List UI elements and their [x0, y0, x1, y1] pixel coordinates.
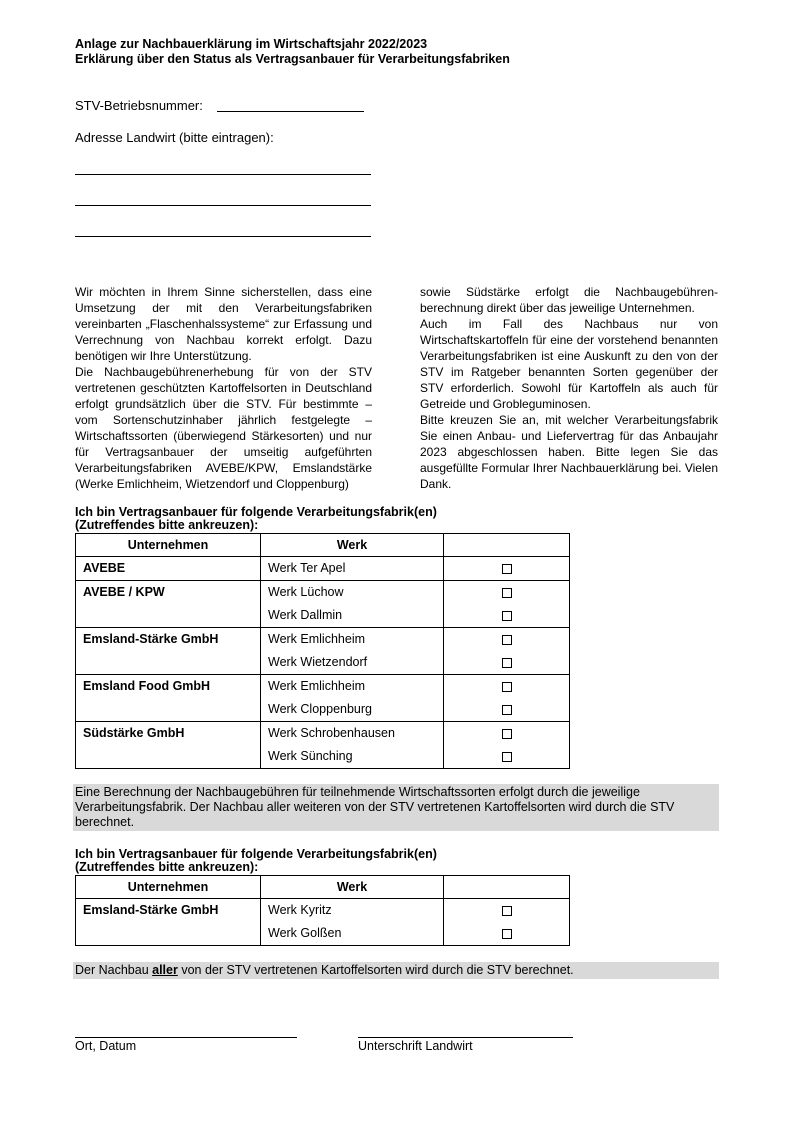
werk-name: Werk Ter Apel	[268, 561, 346, 575]
signature-label: Unterschrift Landwirt	[358, 1039, 473, 1053]
column-header-company: Unternehmen	[76, 876, 261, 899]
check-cell	[444, 675, 570, 722]
table-header-row	[76, 534, 570, 557]
werk-cell	[261, 557, 444, 581]
table-row	[76, 581, 570, 628]
column-header-werk: Werk	[261, 534, 444, 557]
title-line-1: Anlage zur Nachbauerklärung im Wirtschaftsjahr 2022/2023	[75, 37, 428, 51]
company-name: Südstärke GmbH	[83, 726, 185, 740]
table-row	[76, 722, 570, 769]
company-cell	[76, 581, 261, 628]
werk-name: Werk Sünching	[268, 749, 353, 763]
section1-heading-line-2: (Zutreffendes bitte ankreuzen):	[75, 518, 259, 532]
intro-right-column	[420, 284, 718, 492]
company-cell	[76, 899, 261, 946]
werk-cell	[261, 581, 444, 628]
intro-paragraph: Bitte kreuzen Sie an, mit welcher Verarbeitungsfabrik Sie einen Anbau- und Liefervertrag für das Anbaujahr 2023 abgeschlossen haben. Bitte legen Sie das ausgefüllte Formular Ihrer Nachbauerklärung bei. Vielen Dank.	[420, 413, 718, 491]
company-name: AVEBE	[83, 561, 126, 575]
werk-name: Werk Emlichheim	[268, 632, 366, 646]
checkbox-luechow[interactable]	[502, 588, 512, 598]
werk-name: Werk Dallmin	[268, 608, 343, 622]
table-header-row	[76, 876, 570, 899]
company-name: Emsland-Stärke GmbH	[83, 632, 219, 646]
check-cell	[444, 581, 570, 628]
note-text: Der Nachbau	[75, 963, 153, 977]
checkbox-wietzendorf[interactable]	[502, 658, 512, 668]
section1-heading-line-1: Ich bin Vertragsanbauer für folgende Verarbeitungsfabrik(en)	[75, 505, 437, 519]
adresse-label: Adresse Landwirt (bitte eintragen):	[75, 130, 274, 145]
section2-heading	[75, 848, 437, 874]
section2-heading-line-1: Ich bin Vertragsanbauer für folgende Verarbeitungsfabrik(en)	[75, 847, 437, 861]
title-line-2: Erklärung über den Status als Vertragsanbauer für Verarbeitungsfabriken	[75, 52, 510, 66]
place-date-label: Ort, Datum	[75, 1039, 137, 1053]
table-row	[76, 628, 570, 675]
column-header-check	[444, 534, 570, 557]
werk-cell	[261, 628, 444, 675]
checkbox-suenching[interactable]	[502, 752, 512, 762]
section1-note: Eine Berechnung der Nachbaugebühren für teilnehmende Wirtschaftssorten erfolgt durch die jeweilige Verarbeitungsfabrik. Der Nachbau aller weiteren von der STV vertretenen Kartoffelsorten wird durch die STV berechnet.	[73, 784, 719, 831]
checkbox-emlichheim-food[interactable]	[502, 682, 512, 692]
column-header-werk: Werk	[261, 876, 444, 899]
section1-table	[75, 533, 570, 769]
werk-cell	[261, 899, 444, 946]
company-name: AVEBE / KPW	[83, 585, 165, 599]
note-emphasis: aller	[152, 963, 178, 977]
check-cell	[444, 557, 570, 581]
checkbox-emlichheim-staerke[interactable]	[502, 635, 512, 645]
werk-name: Werk Cloppenburg	[268, 702, 372, 716]
checkbox-golssen[interactable]	[502, 929, 512, 939]
checkbox-cloppenburg[interactable]	[502, 705, 512, 715]
section1-heading	[75, 506, 437, 532]
signature-line[interactable]	[358, 1037, 573, 1038]
column-header-company: Unternehmen	[76, 534, 261, 557]
place-date-line[interactable]	[75, 1037, 297, 1038]
werk-name: Werk Emlichheim	[268, 679, 366, 693]
table-row	[76, 899, 570, 946]
company-cell	[76, 628, 261, 675]
table-row	[76, 557, 570, 581]
adresse-line-2[interactable]	[75, 205, 371, 206]
checkbox-dallmin[interactable]	[502, 611, 512, 621]
column-header-check	[444, 876, 570, 899]
intro-paragraph: Auch im Fall des Nachbaus nur von Wirtschaftskartoffeln für eine der vorstehend benannten Verarbeitungsfabriken ist eine Auskunft zu den von der STV im Ratgeber benannten Sorten gegenüber der STV erforderlich. Sowohl für Kartoffeln als auch für Getreide und Grobleguminosen.	[420, 317, 718, 411]
checkbox-ter-apel[interactable]	[502, 564, 512, 574]
check-cell	[444, 628, 570, 675]
betriebsnummer-label: STV-Betriebsnummer:	[75, 98, 203, 113]
werk-name: Werk Schrobenhausen	[268, 726, 395, 740]
company-cell	[76, 675, 261, 722]
intro-paragraph: sowie Südstärke erfolgt die Nachbaugebühren-berechnung direkt über das jeweilige Unternehmen.	[420, 285, 718, 315]
company-cell	[76, 557, 261, 581]
checkbox-kyritz[interactable]	[502, 906, 512, 916]
check-cell	[444, 722, 570, 769]
adresse-line-3[interactable]	[75, 236, 371, 237]
company-name: Emsland-Stärke GmbH	[83, 903, 219, 917]
check-cell	[444, 899, 570, 946]
werk-name: Werk Golßen	[268, 926, 342, 940]
company-name: Emsland Food GmbH	[83, 679, 211, 693]
section2-note	[73, 962, 719, 979]
werk-name: Werk Wietzendorf	[268, 655, 368, 669]
note-text: von der STV vertretenen Kartoffelsorten wird durch die STV berechnet.	[177, 963, 574, 977]
werk-cell	[261, 675, 444, 722]
intro-left-column	[75, 284, 372, 492]
betriebsnummer-input-line[interactable]	[217, 111, 364, 112]
company-cell	[76, 722, 261, 769]
table-row	[76, 675, 570, 722]
intro-paragraph: Wir möchten in Ihrem Sinne sicherstellen, dass eine Umsetzung der mit den Verarbeitungsfabriken vereinbarten „Flaschenhalssysteme“ zur Erfassung und Verrechnung von Nachbau korrekt erfolgt. Dazu benötigen wir Ihre Unterstützung.	[75, 285, 372, 363]
adresse-line-1[interactable]	[75, 174, 371, 175]
werk-cell	[261, 722, 444, 769]
section2-table	[75, 875, 570, 946]
document-title	[75, 37, 510, 67]
intro-paragraph: Die Nachbaugebührenerhebung für von der STV vertretenen geschützten Kartoffelsorten in Deutschland erfolgt grundsätzlich über die STV. Für bestimmte – vom Sortenschutzinhaber jährlich festgelegte – Wirtschaftssorten (überwiegend Stärkesorten) und nur für Vertragsanbauer der umseitig aufgeführten Verarbeitungsfabriken AVEBE/KPW, Emslandstärke (Werke Emlichheim, Wietzendorf und Cloppenburg)	[75, 365, 372, 491]
werk-name: Werk Kyritz	[268, 903, 332, 917]
werk-name: Werk Lüchow	[268, 585, 344, 599]
checkbox-schrobenhausen[interactable]	[502, 729, 512, 739]
section2-heading-line-2: (Zutreffendes bitte ankreuzen):	[75, 860, 259, 874]
